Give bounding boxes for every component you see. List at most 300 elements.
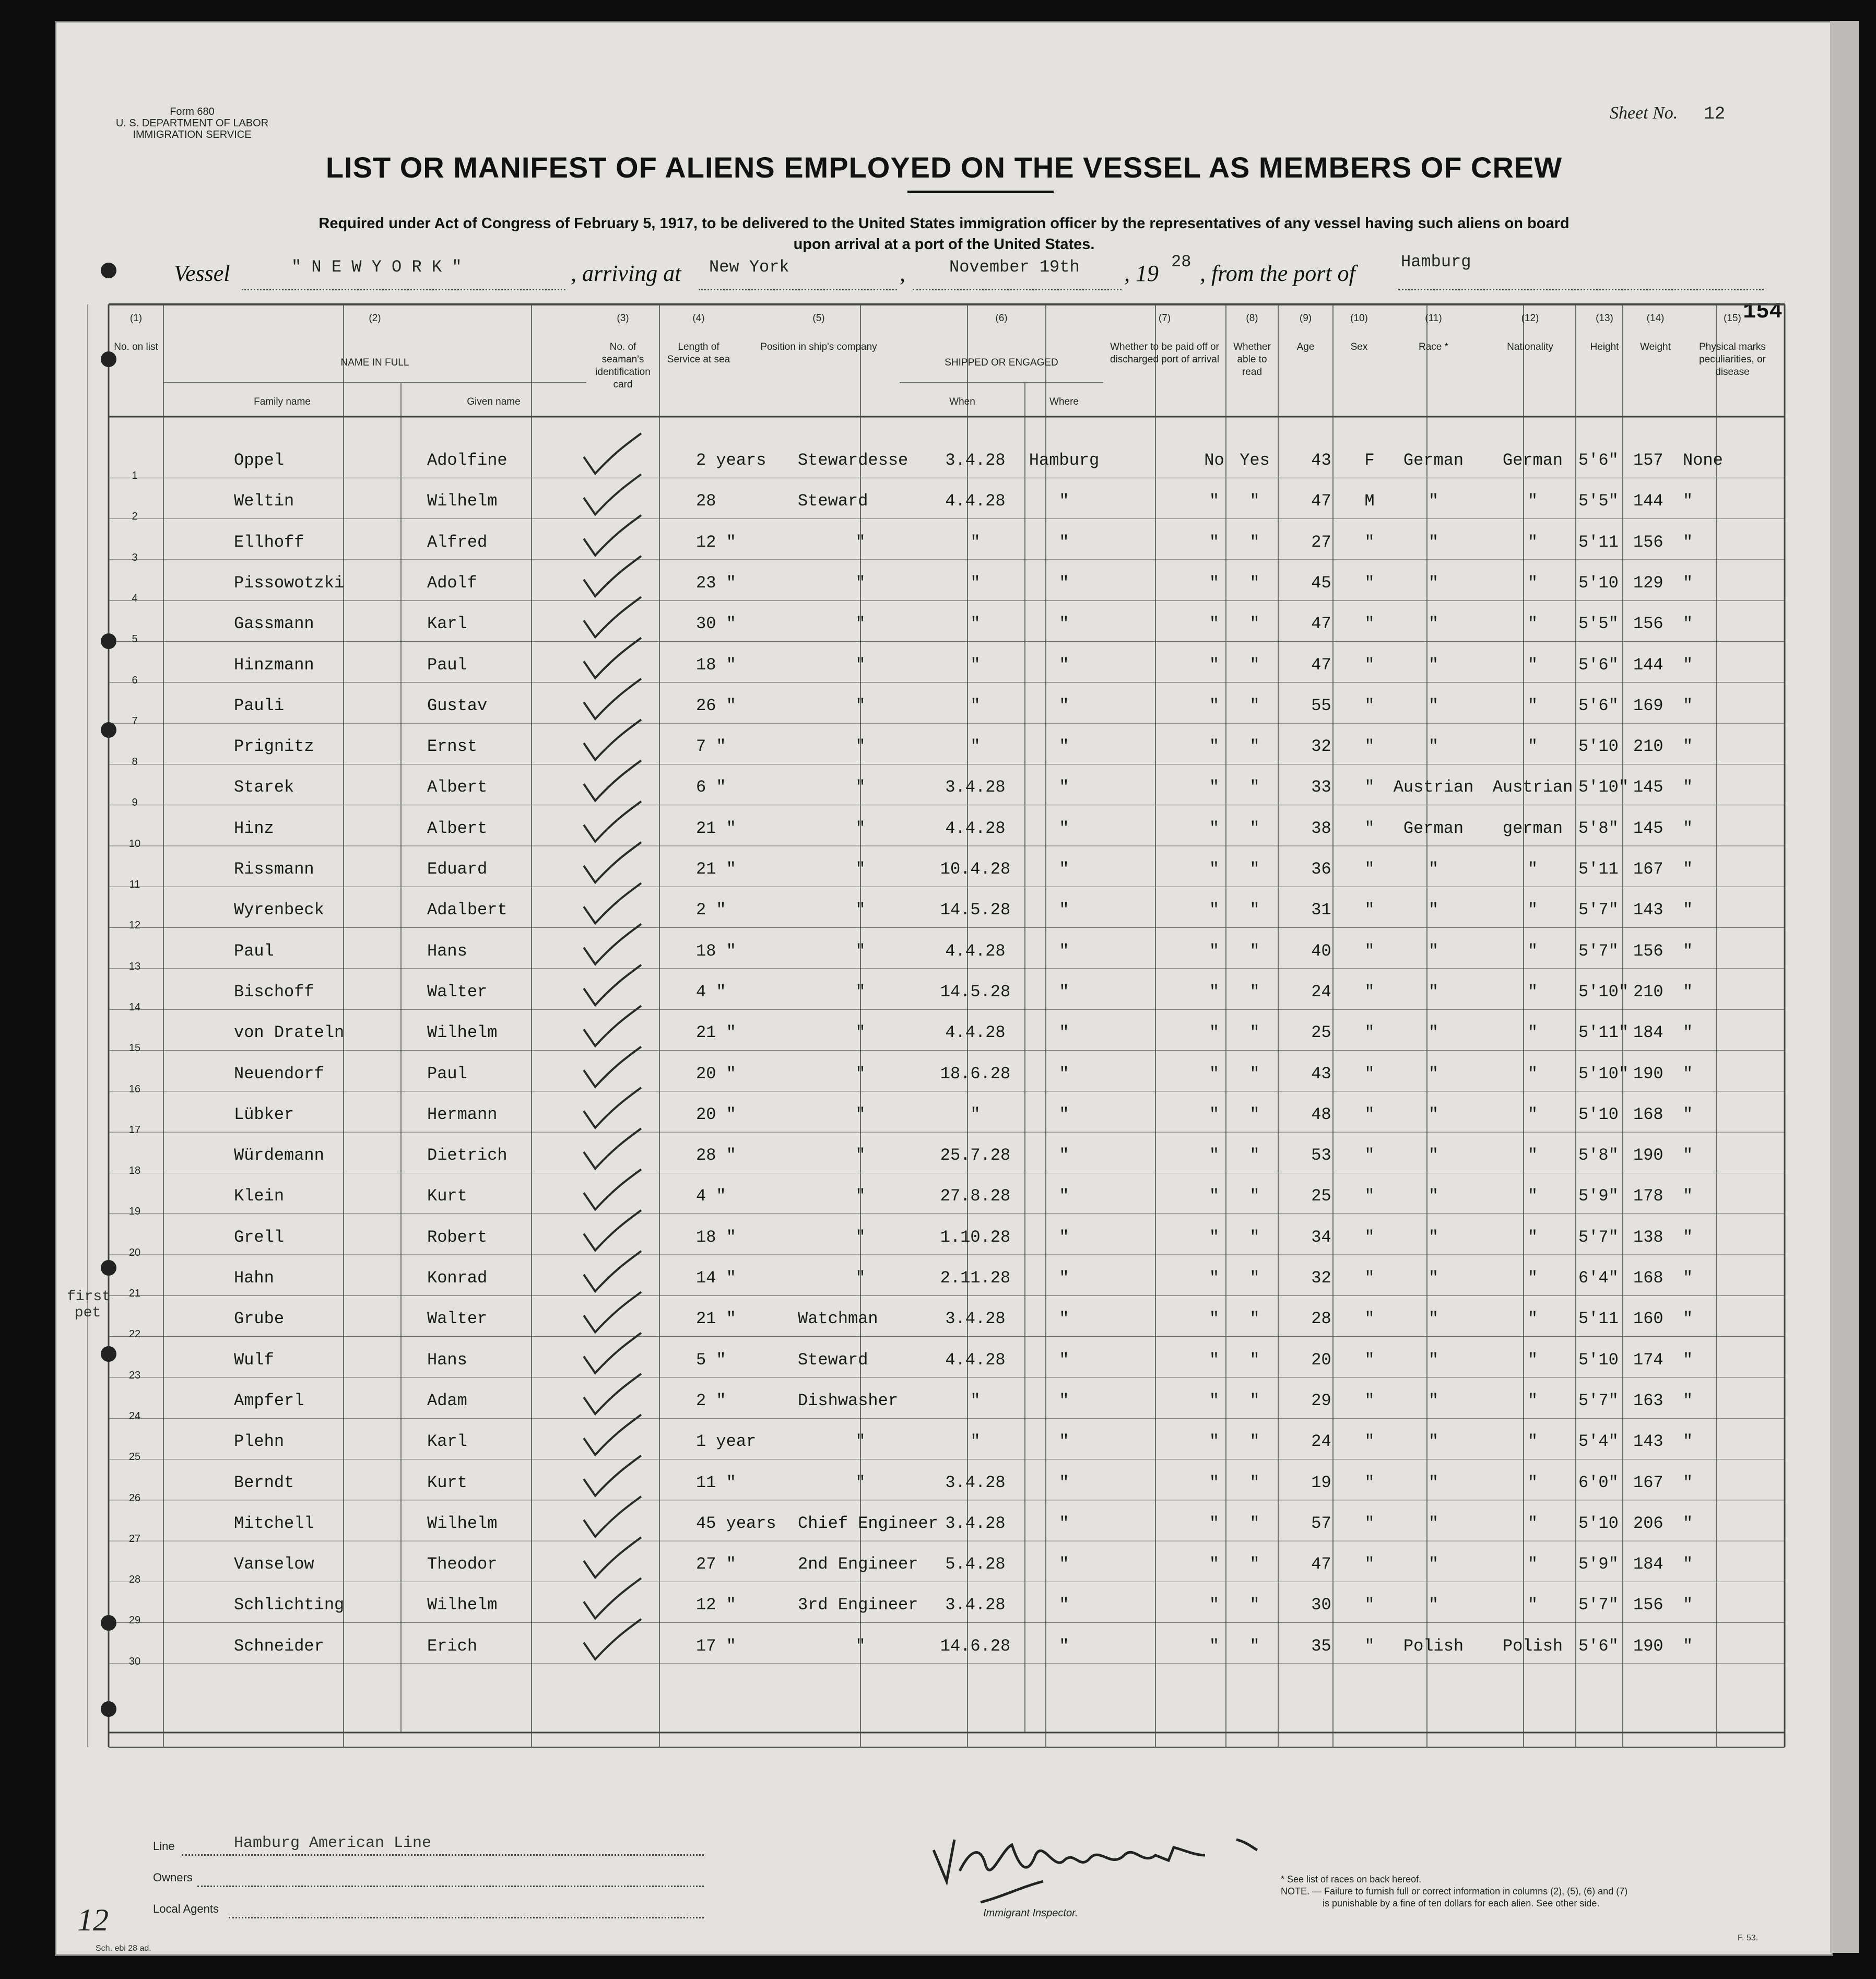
family-name: Pauli (234, 696, 285, 715)
height: 5'11 (1578, 532, 1619, 552)
shipped-where: " (1059, 1268, 1069, 1288)
nationality: german (1502, 818, 1563, 838)
column-header-11: Race * (1418, 341, 1449, 352)
sex: " (1364, 532, 1375, 552)
row-number: 20 (128, 1246, 141, 1258)
able-to-read: " (1249, 1309, 1260, 1329)
column-number-10: (10) (1350, 313, 1368, 324)
family-name: Paul (234, 941, 274, 961)
given-name: Walter (427, 982, 488, 1002)
nationality: " (1527, 1554, 1538, 1574)
nationality: " (1527, 491, 1538, 511)
position: " (855, 1432, 866, 1452)
age: 32 (1311, 1268, 1331, 1288)
physical-marks: " (1683, 1309, 1693, 1329)
punch-hole (101, 722, 116, 738)
weight: 138 (1633, 1227, 1663, 1247)
length-of-service: 2 years (696, 451, 766, 470)
punch-hole (101, 351, 116, 367)
shipped-where: Hamburg (1029, 451, 1100, 470)
height: 5'7" (1578, 900, 1619, 920)
physical-marks: " (1683, 1350, 1693, 1370)
row-number: 17 (128, 1124, 141, 1136)
physical-marks: " (1683, 1146, 1693, 1165)
shipped-when: 3.4.28 (945, 1309, 1006, 1329)
form-code: F. 53. (1738, 1934, 1759, 1942)
department-name: U. S. DEPARTMENT OF LABOR (115, 117, 269, 129)
able-to-read: " (1249, 737, 1260, 757)
column-header-9: Age (1296, 341, 1315, 352)
weight: 156 (1633, 532, 1663, 552)
shipped-when: 4.4.28 (945, 1350, 1006, 1370)
height: 5'8" (1578, 818, 1619, 838)
shipped-when: 4.4.28 (945, 818, 1006, 838)
paid-off: " (1209, 1064, 1220, 1083)
weight: 174 (1633, 1350, 1663, 1370)
nationality: " (1527, 900, 1538, 920)
checkmark-icon (584, 1169, 641, 1209)
able-to-read: " (1249, 655, 1260, 675)
shipped-when: 4.4.28 (945, 491, 1006, 511)
position: Watchman (798, 1309, 878, 1329)
weight: 206 (1633, 1513, 1663, 1533)
given-name: Hermann (427, 1104, 498, 1124)
shipped-where: " (1059, 1595, 1069, 1615)
shipped-where: " (1059, 1309, 1069, 1329)
given-name: Wilhelm (427, 491, 498, 511)
paid-off: " (1209, 1636, 1220, 1656)
weight: 156 (1633, 614, 1663, 634)
length-of-service: 17 " (696, 1636, 736, 1656)
age: 53 (1311, 1146, 1331, 1165)
length-of-service: 11 " (696, 1473, 736, 1492)
column-number-11: (11) (1425, 313, 1442, 324)
given-name: Karl (427, 1432, 467, 1452)
shipped-where: " (1059, 1350, 1069, 1370)
length-of-service: 1 year (696, 1432, 757, 1452)
column-number-2: (2) (369, 313, 381, 324)
checkmark-icon (584, 474, 641, 514)
able-to-read: " (1249, 1227, 1260, 1247)
given-name: Karl (427, 614, 467, 634)
physical-marks: " (1683, 1473, 1693, 1492)
height: 5'8" (1578, 1146, 1619, 1165)
physical-marks: " (1683, 1064, 1693, 1083)
physical-marks: " (1683, 1636, 1693, 1656)
shipped-where: " (1059, 1023, 1069, 1043)
subheader-family-name: Family name (254, 396, 311, 407)
column-header-2: NAME IN FULL (340, 357, 409, 368)
able-to-read: Yes (1240, 451, 1270, 470)
height: 5'10 (1578, 737, 1619, 757)
race: " (1428, 1432, 1439, 1452)
physical-marks: " (1683, 1186, 1693, 1206)
paid-off: " (1209, 532, 1220, 552)
physical-marks: " (1683, 1391, 1693, 1410)
shipped-where: " (1059, 778, 1069, 797)
from-label: , from the port of (1200, 261, 1355, 286)
paid-off: " (1209, 1473, 1220, 1492)
column-number-9: (9) (1299, 313, 1312, 324)
able-to-read: " (1249, 1268, 1260, 1288)
height: 5'11 (1578, 1309, 1619, 1329)
race: " (1428, 737, 1439, 757)
sex: " (1364, 1350, 1375, 1370)
position: " (855, 737, 866, 757)
position: " (855, 982, 866, 1002)
sex: " (1364, 614, 1375, 634)
family-name: Weltin (234, 491, 294, 511)
able-to-read: " (1249, 696, 1260, 715)
race: " (1428, 1595, 1439, 1615)
shipped-when: 14.5.28 (940, 982, 1011, 1002)
given-name: Eduard (427, 859, 488, 879)
position: " (855, 778, 866, 797)
departure-port: Hamburg (1401, 252, 1471, 272)
age: 45 (1311, 573, 1331, 593)
given-name: Wilhelm (427, 1023, 498, 1043)
row-number: 10 (128, 838, 141, 850)
race: " (1428, 532, 1439, 552)
able-to-read: " (1249, 614, 1260, 634)
row-number: 27 (128, 1533, 141, 1545)
race: " (1428, 573, 1439, 593)
length-of-service: 30 " (696, 614, 736, 634)
age: 36 (1311, 859, 1331, 879)
column-header-7: Whether to be paid off or discharged port of arrival (1110, 341, 1220, 365)
length-of-service: 14 " (696, 1268, 736, 1288)
agents-rule (229, 1917, 704, 1918)
nationality: " (1527, 1023, 1538, 1043)
shipped-when: " (970, 614, 981, 634)
race: " (1428, 1473, 1439, 1492)
length-of-service: 7 " (696, 737, 726, 757)
length-of-service: 18 " (696, 1227, 736, 1247)
weight: 156 (1633, 941, 1663, 961)
shipped-where: " (1059, 1104, 1069, 1124)
shipped-where: " (1059, 1513, 1069, 1533)
physical-marks: " (1683, 1104, 1693, 1124)
family-name: Wyrenbeck (234, 900, 324, 920)
column-number-8: (8) (1246, 313, 1258, 324)
shipped-when: " (970, 655, 981, 675)
able-to-read: " (1249, 1186, 1260, 1206)
column-number-6: (6) (995, 313, 1008, 324)
physical-marks: " (1683, 655, 1693, 675)
given-name: Alfred (427, 532, 488, 552)
column-header-10: Sex (1350, 341, 1368, 352)
owners-rule (197, 1886, 704, 1887)
given-name: Ernst (427, 737, 478, 757)
shipped-where: " (1059, 737, 1069, 757)
length-of-service: 12 " (696, 1595, 736, 1615)
column-header-15: Physical marks peculiarities, or disease (1699, 341, 1766, 378)
shipped-where: " (1059, 1554, 1069, 1574)
column-number-4: (4) (692, 313, 705, 324)
paid-off: " (1209, 573, 1220, 593)
age: 35 (1311, 1636, 1331, 1656)
row-number: 8 (132, 756, 138, 768)
column-number-12: (12) (1521, 313, 1539, 324)
shipped-when: 25.7.28 (940, 1146, 1011, 1165)
physical-marks: " (1683, 1432, 1693, 1452)
family-name: Hahn (234, 1268, 274, 1288)
age: 29 (1311, 1391, 1331, 1410)
sex: " (1364, 859, 1375, 879)
weight: 168 (1633, 1268, 1663, 1288)
row-number: 30 (128, 1655, 141, 1667)
nationality: " (1527, 532, 1538, 552)
sheet-label: Sheet No. (1610, 103, 1678, 123)
able-to-read: " (1249, 941, 1260, 961)
height: 6'0" (1578, 1473, 1619, 1492)
able-to-read: " (1249, 1350, 1260, 1370)
nationality: " (1527, 573, 1538, 593)
age: 28 (1311, 1309, 1331, 1329)
given-name: Walter (427, 1309, 488, 1329)
row-number: 16 (128, 1083, 141, 1095)
year-label: , 19 (1124, 261, 1159, 286)
weight: 157 (1633, 451, 1663, 470)
arriving-label: , arriving at (571, 261, 681, 286)
position: Steward (798, 491, 868, 511)
row-number: 5 (132, 633, 138, 645)
sex: " (1364, 1432, 1375, 1452)
position: Chief Engineer (798, 1513, 938, 1533)
shipped-when: 4.4.28 (945, 1023, 1006, 1043)
family-name: Schneider (234, 1636, 324, 1656)
shipped-when: 3.4.28 (945, 451, 1006, 470)
weight: 210 (1633, 737, 1663, 757)
shipped-when: 3.4.28 (945, 1513, 1006, 1533)
race: " (1428, 982, 1439, 1002)
length-of-service: 6 " (696, 778, 726, 797)
position: " (855, 614, 866, 634)
shipped-when: 10.4.28 (940, 859, 1011, 879)
manifest-sheet (55, 21, 1833, 1956)
physical-marks: " (1683, 696, 1693, 715)
physical-marks: " (1683, 737, 1693, 757)
weight: 144 (1633, 491, 1663, 511)
physical-marks: " (1683, 778, 1693, 797)
race: " (1428, 1391, 1439, 1410)
length-of-service: 12 " (696, 532, 736, 552)
arrival-year: 28 (1171, 252, 1191, 272)
race: " (1428, 491, 1439, 511)
checkmark-icon (584, 1292, 641, 1332)
subheader-where: Where (1049, 396, 1079, 407)
sex: " (1364, 655, 1375, 675)
paid-off: " (1209, 696, 1220, 715)
shipped-where: " (1059, 573, 1069, 593)
sex: " (1364, 1554, 1375, 1574)
shipped-where: " (1059, 1146, 1069, 1165)
checkmark-icon (584, 433, 641, 474)
shipped-where: " (1059, 900, 1069, 920)
nationality: " (1527, 1186, 1538, 1206)
age: 43 (1311, 1064, 1331, 1083)
given-name: Wilhelm (427, 1595, 498, 1615)
family-name: Rissmann (234, 859, 314, 879)
family-name: Gassmann (234, 614, 314, 634)
position: " (855, 1473, 866, 1492)
physical-marks: " (1683, 1513, 1693, 1533)
weight: 169 (1633, 696, 1663, 715)
subtitle-line-1: Required under Act of Congress of February 5, 1917, to be delivered to the United States immigration officer by the representatives of any vessel having such aliens on board (318, 215, 1570, 232)
given-name: Hans (427, 1350, 467, 1370)
given-name: Adolfine (427, 451, 508, 470)
sex: " (1364, 818, 1375, 838)
family-name: Ellhoff (234, 532, 304, 552)
shipped-where: " (1059, 491, 1069, 511)
shipped-when: 1.10.28 (940, 1227, 1011, 1247)
paid-off: " (1209, 655, 1220, 675)
paid-off: " (1209, 900, 1220, 920)
weight: 168 (1633, 1104, 1663, 1124)
sex: " (1364, 1595, 1375, 1615)
shipped-where: " (1059, 532, 1069, 552)
paid-off: " (1209, 1513, 1220, 1533)
length-of-service: 2 " (696, 1391, 726, 1410)
punch-hole (101, 1260, 116, 1276)
shipped-when: 4.4.28 (945, 941, 1006, 961)
able-to-read: " (1249, 778, 1260, 797)
paid-off: " (1209, 1227, 1220, 1247)
weight: 145 (1633, 818, 1663, 838)
checkmark-icon (584, 638, 641, 678)
position: " (855, 1186, 866, 1206)
sex: " (1364, 1268, 1375, 1288)
race: " (1428, 1146, 1439, 1165)
row-number: 22 (128, 1328, 141, 1340)
family-name: Plehn (234, 1432, 285, 1452)
able-to-read: " (1249, 900, 1260, 920)
race: " (1428, 1104, 1439, 1124)
checkmark-icon (584, 556, 641, 596)
family-name: Oppel (234, 451, 285, 470)
able-to-read: " (1249, 573, 1260, 593)
weight: 143 (1633, 1432, 1663, 1452)
paid-off: " (1209, 859, 1220, 879)
age: 20 (1311, 1350, 1331, 1370)
shipped-where: " (1059, 696, 1069, 715)
shipped-where: " (1059, 941, 1069, 961)
given-name: Konrad (427, 1268, 488, 1288)
sex: " (1364, 900, 1375, 920)
column-header-1: No. on list (114, 341, 158, 352)
height: 5'10 (1578, 573, 1619, 593)
sex: " (1364, 696, 1375, 715)
height: 5'10 (1578, 1513, 1619, 1533)
age: 47 (1311, 491, 1331, 511)
physical-marks: " (1683, 1595, 1693, 1615)
row-number: 26 (128, 1492, 141, 1504)
height: 5'7" (1578, 1227, 1619, 1247)
able-to-read: " (1249, 818, 1260, 838)
able-to-read: " (1249, 1595, 1260, 1615)
service-name: IMMIGRATION SERVICE (133, 129, 252, 140)
able-to-read: " (1249, 1513, 1260, 1533)
family-name: Hinzmann (234, 655, 314, 675)
weight: 184 (1633, 1023, 1663, 1043)
position: " (855, 532, 866, 552)
weight: 190 (1633, 1146, 1663, 1165)
row-number: 29 (128, 1615, 141, 1627)
race: " (1428, 655, 1439, 675)
length-of-service: 5 " (696, 1350, 726, 1370)
checkmark-icon (584, 1578, 641, 1618)
weight: 190 (1633, 1636, 1663, 1656)
position: " (855, 941, 866, 961)
length-of-service: 18 " (696, 655, 736, 675)
line-label: Line (153, 1840, 175, 1853)
shipping-line: Hamburg American Line (234, 1834, 432, 1852)
row-number: 13 (128, 960, 141, 972)
nationality: Polish (1502, 1636, 1563, 1656)
checkmark-icon (584, 1006, 641, 1046)
sex: " (1364, 1023, 1375, 1043)
shipped-when: 3.4.28 (945, 1473, 1006, 1492)
shipped-where: " (1059, 1064, 1069, 1083)
weight: 143 (1633, 900, 1663, 920)
sex: " (1364, 737, 1375, 757)
able-to-read: " (1249, 1554, 1260, 1574)
nationality: " (1527, 1146, 1538, 1165)
race: " (1428, 941, 1439, 961)
age: 24 (1311, 982, 1331, 1002)
able-to-read: " (1249, 982, 1260, 1002)
shipped-where: " (1059, 818, 1069, 838)
family-name: Bischoff (234, 982, 314, 1002)
position: Dishwasher (798, 1391, 899, 1410)
page-number: 154 (1743, 299, 1783, 324)
paid-off: " (1209, 941, 1220, 961)
race: Austrian (1393, 778, 1474, 797)
physical-marks: " (1683, 1023, 1693, 1043)
weight: 210 (1633, 982, 1663, 1002)
nationality: " (1527, 1391, 1538, 1410)
sex: M (1364, 491, 1375, 511)
weight: 160 (1633, 1309, 1663, 1329)
race: " (1428, 1064, 1439, 1083)
height: 5'10" (1578, 778, 1629, 797)
paid-off: " (1209, 1146, 1220, 1165)
sheet-number-value: 12 (1704, 104, 1726, 124)
subheader-when: When (949, 396, 975, 407)
age: 47 (1311, 614, 1331, 634)
weight: 190 (1633, 1064, 1663, 1083)
height: 5'7" (1578, 1595, 1619, 1615)
row-number: 15 (128, 1042, 141, 1054)
paid-off: No (1204, 451, 1224, 470)
checkmark-icon (584, 1088, 641, 1128)
race: " (1428, 1268, 1439, 1288)
sex: " (1364, 1309, 1375, 1329)
nationality: " (1527, 1309, 1538, 1329)
race: " (1428, 696, 1439, 715)
race: " (1428, 1350, 1439, 1370)
height: 5'4" (1578, 1432, 1619, 1452)
punch-hole (101, 1615, 116, 1631)
given-name: Robert (427, 1227, 488, 1247)
height: 5'10 (1578, 1104, 1619, 1124)
checkmark-icon (584, 1333, 641, 1373)
able-to-read: " (1249, 1146, 1260, 1165)
height: 5'10" (1578, 982, 1629, 1002)
shipped-when: 27.8.28 (940, 1186, 1011, 1206)
shipped-when: 18.6.28 (940, 1064, 1011, 1083)
row-number: 12 (128, 920, 141, 932)
